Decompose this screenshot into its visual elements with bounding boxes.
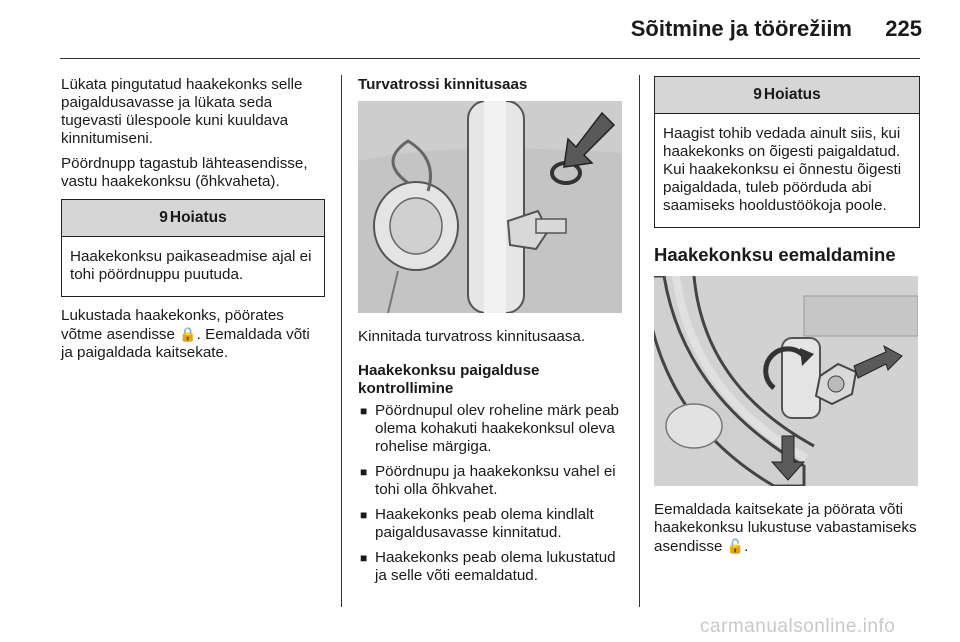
paragraph-install-hook: Lükata pingutatud haakekonks selle paigaldusavasse ja lükata seda tugevasti ülespoole kuni kuuldava kinnitumiseni. [61,76,303,147]
warning-text: Haagist tohib vedada ainult siis, kui haakekonks on õigesti paigaldatud. Kui haakekonksu ei õnnestu õigesti paigaldada, tuleb pöörduda abi saamiseks hooldustöökoja poole. [663,125,902,214]
heading-hook-removal: Haakekonksu eemaldamine [654,244,896,265]
list-item: ■ Haakekonks peab olema lukustatud ja selle võti eemaldatud. [360,549,616,584]
warning-header [655,77,919,114]
lock-closed-icon: 🔒 [179,326,197,342]
lock-open-icon: 🔓 [726,538,745,554]
bullet-icon: ■ [360,404,368,418]
page-number: 225 [885,16,922,41]
warning-text: Haakekonksu paikaseadmise ajal ei tohi pöördnuppu puutuda. [70,248,312,283]
list-item: ■ Haakekonks peab olema kindlalt paigaldusavasse kinnitatud. [360,506,594,541]
paragraph-knob-return: Pöördnupp tagastub lähteasendisse, vastu haakekonksu (õhkvaheta). [61,155,308,190]
warning-icon: 9 [753,86,762,103]
caption-safety-cable: Kinnitada turvatross kinnitusaasa. [358,328,586,345]
bullet-icon: ■ [360,465,368,479]
column-divider-2 [639,75,640,607]
paragraph-lock-hook [61,307,325,362]
warning-box-2 [654,76,920,228]
warning-title: Hoiatus [169,209,227,226]
watermark: carmanualsonline.info [700,616,896,637]
warning-box-1 [61,199,325,297]
safety-cable-eye-illustration [358,101,622,313]
bullet-icon: ■ [360,551,368,565]
lock-text-before: Lukustada haakekonks, pöörates võtme asendisse [61,307,284,343]
warning-title: Hoiatus [763,86,821,103]
hook-removal-illustration [654,276,918,486]
column-3 [654,76,920,563]
warning-icon: 9 [159,209,168,226]
header-title: Sõitmine ja töörežiim [630,16,852,41]
caption-hook-removal [654,501,920,556]
checklist [358,402,626,585]
figure-hook-removal [654,276,918,486]
heading-installation-check: Haakekonksu paigalduse kontrollimine [358,362,540,397]
header-rule [60,58,920,59]
heading-safety-cable-eye: Turvatrossi kinnitusaas [358,76,528,93]
lock-text-after: . Eemaldada võti ja paigaldada kaitsekate. [61,326,310,361]
list-item: ■ Pöördnupu ja haakekonksu vahel ei tohi olla õhkvahet. [360,463,616,498]
column-divider-1 [341,75,342,607]
warning-header [62,200,324,237]
list-item: ■ Pöördnupul olev roheline märk peab olema kohakuti haakekonksul oleva rohelise märgiga. [360,402,620,455]
column-2 [358,76,626,592]
caption-text-before: Eemaldada kaitsekate ja pöörata võti haakekonksu lukustuse vabastamiseks asendisse [654,501,917,555]
figure-safety-cable-eye [358,101,622,313]
bullet-icon: ■ [360,508,368,522]
caption-text-after: . [744,538,749,555]
column-1 [61,76,325,369]
